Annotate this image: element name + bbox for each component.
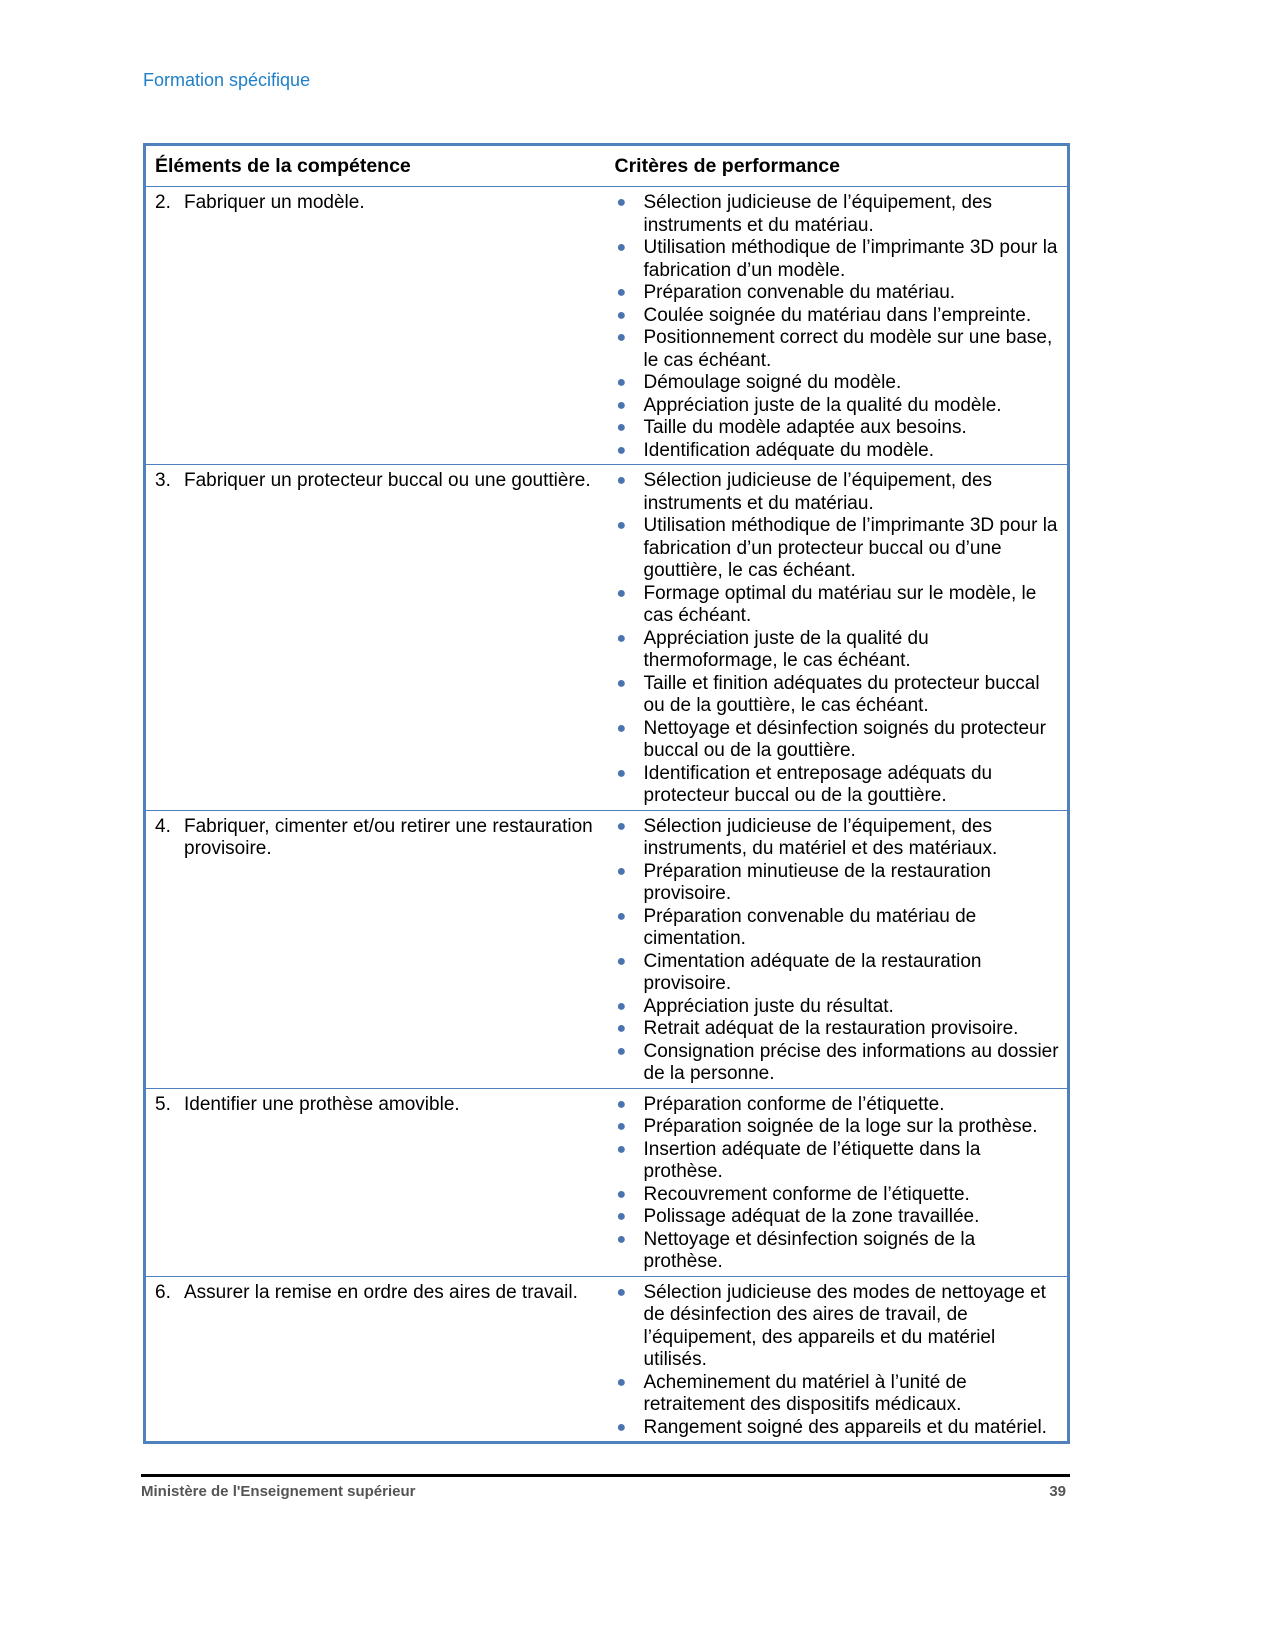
criterion-text: Appréciation juste de la qualité du thermoformage, le cas échéant. xyxy=(643,627,929,671)
element-cell xyxy=(145,187,606,465)
list-item xyxy=(615,372,1060,395)
list-item xyxy=(615,628,1060,673)
list-item xyxy=(615,417,1060,440)
bullet-icon: ● xyxy=(616,907,627,925)
list-item xyxy=(615,996,1060,1019)
bullet-icon: ● xyxy=(616,997,627,1015)
criterion-text: Recouvrement conforme de l’étiquette. xyxy=(643,1183,970,1205)
list-item xyxy=(615,1184,1060,1207)
col-header-elements: Éléments de la compétence xyxy=(145,145,606,187)
criterion-text: Démoulage soigné du modèle. xyxy=(643,372,902,393)
page-number: 39 xyxy=(1049,1483,1066,1500)
bullet-icon: ● xyxy=(616,1095,627,1113)
criteria-cell xyxy=(606,1088,1069,1276)
bullet-icon: ● xyxy=(616,719,627,737)
bullet-icon: ● xyxy=(616,194,627,211)
criteria-list xyxy=(615,1282,1060,1440)
bullet-icon: ● xyxy=(616,1230,627,1248)
list-item xyxy=(615,583,1060,628)
list-item xyxy=(615,1116,1060,1139)
element-cell xyxy=(145,810,606,1088)
element-number: 4. xyxy=(155,815,171,837)
list-item xyxy=(615,1282,1060,1372)
criterion-text: Sélection judicieuse des modes de nettoyage et de désinfection des aires de travail, de l’équipement, des appareils et du matériel utilisés. xyxy=(643,1281,1046,1370)
element-number: 3. xyxy=(155,470,171,491)
list-item xyxy=(615,906,1060,951)
criterion-text: Rangement soigné des appareils et du matériel. xyxy=(643,1416,1047,1438)
list-item xyxy=(615,237,1060,282)
table-row xyxy=(145,465,1069,811)
criterion-text: Formage optimal du matériau sur le modèle, le cas échéant. xyxy=(643,582,1037,626)
criterion-text: Positionnement correct du modèle sur une base, le cas échéant. xyxy=(643,327,1053,371)
bullet-icon: ● xyxy=(616,441,627,459)
list-item xyxy=(615,1206,1060,1229)
criterion-text: Polissage adéquat de la zone travaillée. xyxy=(643,1206,980,1227)
table-row xyxy=(145,810,1069,1088)
list-item xyxy=(615,1094,1060,1117)
criterion-text: Préparation conforme de l’étiquette. xyxy=(643,1093,945,1115)
criterion-text: Retrait adéquat de la restauration provisoire. xyxy=(643,1018,1019,1039)
element-number: 6. xyxy=(155,1281,171,1303)
criterion-text: Préparation convenable du matériau de cimentation. xyxy=(643,905,977,949)
list-item xyxy=(615,515,1060,583)
bullet-icon: ● xyxy=(616,862,627,880)
bullet-icon: ● xyxy=(616,329,627,346)
criteria-cell xyxy=(606,187,1069,465)
list-item xyxy=(615,282,1060,305)
criterion-text: Sélection judicieuse de l’équipement, des instruments, du matériel et des matériaux. xyxy=(643,815,998,859)
bullet-icon: ● xyxy=(616,1283,627,1301)
criteria-cell xyxy=(606,465,1069,811)
element-text: Fabriquer un protecteur buccal ou une gouttière. xyxy=(184,470,591,491)
list-item xyxy=(615,470,1060,515)
bullet-icon: ● xyxy=(616,419,627,436)
table-row xyxy=(145,187,1069,465)
bullet-icon: ● xyxy=(616,1020,627,1037)
list-item xyxy=(615,951,1060,996)
list-item xyxy=(615,861,1060,906)
bullet-icon: ● xyxy=(616,472,627,489)
list-item xyxy=(615,1018,1060,1041)
list-item xyxy=(615,718,1060,763)
criterion-text: Taille du modèle adaptée aux besoins. xyxy=(643,417,967,438)
criterion-text: Préparation soignée de la loge sur la prothèse. xyxy=(643,1116,1038,1137)
bullet-icon: ● xyxy=(616,239,627,256)
table-row xyxy=(145,1088,1069,1276)
criterion-text: Cimentation adéquate de la restauration provisoire. xyxy=(643,950,982,994)
criterion-text: Acheminement du matériel à l’unité de retraitement des dispositifs médicaux. xyxy=(643,1371,967,1415)
element-number: 5. xyxy=(155,1093,171,1115)
bullet-icon: ● xyxy=(616,1140,627,1158)
list-item xyxy=(615,673,1060,718)
bullet-icon: ● xyxy=(616,1118,627,1135)
table-header-row xyxy=(145,145,1069,187)
element-cell xyxy=(145,465,606,811)
criteria-list xyxy=(615,816,1060,1086)
bullet-icon: ● xyxy=(616,517,627,534)
list-item xyxy=(615,1229,1060,1274)
criterion-text: Utilisation méthodique de l’imprimante 3D pour la fabrication d’un modèle. xyxy=(643,237,1058,281)
criteria-list xyxy=(615,192,1060,462)
footer xyxy=(141,1474,1070,1500)
bullet-icon: ● xyxy=(616,1185,627,1203)
element-text: Fabriquer, cimenter et/ou retirer une restauration provisoire. xyxy=(184,815,593,859)
footer-ministry: Ministère de l'Enseignement supérieur xyxy=(141,1483,416,1500)
bullet-icon: ● xyxy=(616,1373,627,1391)
bullet-icon: ● xyxy=(616,396,627,414)
bullet-icon: ● xyxy=(616,952,627,970)
running-header: Formation spécifique xyxy=(143,70,311,90)
list-item xyxy=(615,395,1060,418)
criterion-text: Sélection judicieuse de l’équipement, des instruments et du matériau. xyxy=(643,470,993,514)
criterion-text: Consignation précise des informations au dossier de la personne. xyxy=(643,1040,1059,1084)
criterion-text: Identification adéquate du modèle. xyxy=(643,439,934,461)
bullet-icon: ● xyxy=(616,817,627,835)
col-header-criteria: Critères de performance xyxy=(606,145,1069,187)
criterion-text: Nettoyage et désinfection soignés du protecteur buccal ou de la gouttière. xyxy=(643,717,1046,761)
bullet-icon: ● xyxy=(616,1418,627,1436)
list-item xyxy=(615,440,1060,463)
criterion-text: Appréciation juste du résultat. xyxy=(643,995,894,1017)
criterion-text: Préparation minutieuse de la restauration provisoire. xyxy=(643,860,991,904)
criteria-cell xyxy=(606,1276,1069,1443)
criterion-text: Insertion adéquate de l’étiquette dans la prothèse. xyxy=(643,1138,981,1182)
bullet-icon: ● xyxy=(616,584,627,602)
criterion-text: Nettoyage et désinfection soignés de la prothèse. xyxy=(643,1228,976,1272)
list-item xyxy=(615,763,1060,808)
list-item xyxy=(615,816,1060,861)
element-text: Fabriquer un modèle. xyxy=(184,192,365,213)
competence-table xyxy=(143,143,1070,1444)
bullet-icon: ● xyxy=(616,306,627,324)
element-cell xyxy=(145,1088,606,1276)
bullet-icon: ● xyxy=(616,1042,627,1060)
criterion-text: Sélection judicieuse de l’équipement, des instruments et du matériau. xyxy=(643,192,993,236)
element-text: Identifier une prothèse amovible. xyxy=(184,1093,460,1115)
bullet-icon: ● xyxy=(616,674,627,692)
list-item xyxy=(615,1417,1060,1440)
criterion-text: Utilisation méthodique de l’imprimante 3D pour la fabrication d’un protecteur buccal ou d’une gouttière, le cas échéant. xyxy=(643,515,1058,581)
criteria-list xyxy=(615,470,1060,808)
table-row xyxy=(145,1276,1069,1443)
list-item xyxy=(615,1139,1060,1184)
list-item xyxy=(615,327,1060,372)
element-number: 2. xyxy=(155,192,171,213)
criterion-text: Appréciation juste de la qualité du modèle. xyxy=(643,394,1002,416)
element-cell xyxy=(145,1276,606,1443)
list-item xyxy=(615,1372,1060,1417)
bullet-icon: ● xyxy=(616,629,627,647)
bullet-icon: ● xyxy=(616,374,627,391)
list-item xyxy=(615,1041,1060,1086)
criterion-text: Taille et finition adéquates du protecteur buccal ou de la gouttière, le cas échéant. xyxy=(643,672,1040,716)
criterion-text: Identification et entreposage adéquats du protecteur buccal ou de la gouttière. xyxy=(643,762,993,806)
bullet-icon: ● xyxy=(616,1208,627,1225)
list-item xyxy=(615,192,1060,237)
element-text: Assurer la remise en ordre des aires de travail. xyxy=(184,1281,578,1303)
criteria-list xyxy=(615,1094,1060,1274)
criterion-text: Préparation convenable du matériau. xyxy=(643,282,956,303)
criterion-text: Coulée soignée du matériau dans l’empreinte. xyxy=(643,304,1032,326)
bullet-icon: ● xyxy=(616,764,627,782)
criteria-cell xyxy=(606,810,1069,1088)
bullet-icon: ● xyxy=(616,284,627,301)
list-item xyxy=(615,305,1060,328)
